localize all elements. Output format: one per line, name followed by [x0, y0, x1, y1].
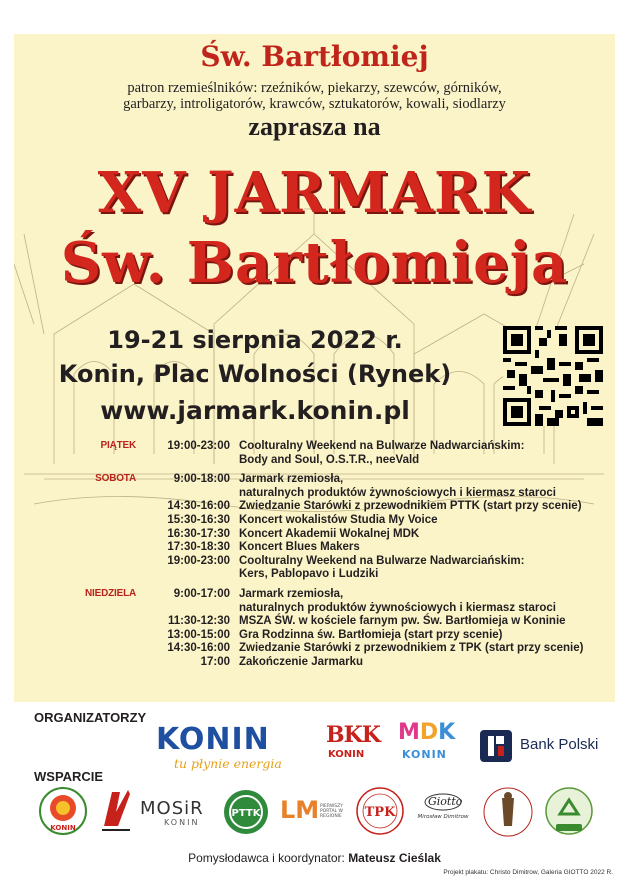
event-place: Konin, Plac Wolności (Rynek): [58, 360, 452, 388]
schedule-row: [82, 500, 582, 514]
event-title-line2: Św. Bartłomieja: [60, 230, 569, 296]
schedule-time: 15:30-16:30: [167, 513, 230, 526]
tpk-logo-icon: [355, 786, 405, 836]
bkk-logo-text: BKK: [326, 722, 380, 748]
support-label: WSPARCIE: [34, 769, 104, 784]
patron-description: [0, 80, 629, 112]
schedule-time: 19:00-23:00: [167, 554, 230, 567]
mzk-konin-logo-icon: [98, 786, 134, 832]
schedule-time: 17:00: [200, 655, 230, 668]
coordinator-credit: [0, 851, 629, 865]
program-schedule: [82, 440, 584, 670]
schedule-row: [82, 454, 562, 468]
schedule-row: [82, 440, 562, 454]
schedule-event: Zwiedzanie Starówki z przewodnikiem PTTK (start przy scenie): [239, 500, 582, 513]
patron-desc-line1: patron rzemieślników: rzeźników, piekarzy, szewców, górników,: [127, 80, 502, 96]
schedule-time: 14:30-16:00: [167, 642, 230, 655]
schedule-event: Coolturalny Weekend na Bulwarze Nadwarciańskim:: [239, 440, 525, 452]
konin-logo-slogan: tu płynie energia: [174, 756, 282, 771]
konin-city-logo: [156, 722, 306, 776]
schedule-event: Body and Soul, O.S.T.R., neeVald: [239, 453, 420, 466]
schedule-event: MSZA ŚW. w kościele farnym pw. Św. Bartłomieja w Koninie: [239, 615, 566, 628]
pko-bank-polski-logo: [478, 728, 608, 768]
pko-logo-text: Bank Polski: [520, 736, 599, 753]
schedule-row: [82, 487, 562, 501]
event-website[interactable]: www.jarmark.konin.pl: [100, 396, 410, 425]
coordinator-label: Pomysłodawca i koordynator:: [188, 851, 345, 865]
recycling-konin-logo-icon: [544, 786, 594, 836]
schedule-event: naturalnych produktów żywnościowych i kiermasz staroci: [239, 486, 556, 499]
pko-emblem-icon: [478, 728, 514, 764]
konin-logo-text: KONIN: [156, 722, 270, 757]
schedule-day: NIEDZIELA: [85, 587, 136, 599]
schedule-day: PIĄTEK: [100, 440, 136, 451]
schedule-time: 17:30-18:30: [167, 541, 230, 554]
lm-portal-logo: [280, 798, 346, 828]
mosir-logo-subtext: KONIN: [164, 818, 200, 827]
schedule-day: SOBOTA: [95, 473, 136, 485]
schedule-time: 14:30-16:00: [167, 500, 230, 513]
schedule-time: 11:30-12:30: [167, 615, 230, 628]
cech-rzemiosl-logo-icon: [482, 784, 534, 840]
schedule-row: [82, 588, 562, 602]
patron-desc-line2: garbarzy, introligatorów, krawców, sztukatorów, kowali, siodlarzy: [123, 96, 506, 112]
schedule-row: [82, 528, 562, 542]
schedule-event: naturalnych produktów żywnościowych i kiermasz staroci: [239, 601, 556, 614]
schedule-row: [82, 514, 562, 528]
schedule-row: [82, 629, 562, 643]
schedule-event: Jarmark rzemiosła,: [239, 473, 344, 486]
event-title-line1: XV JARMARK: [97, 160, 532, 226]
schedule-row: [82, 602, 562, 616]
giotto-logo-text: Giotto: [428, 795, 463, 808]
mdk-logo-subtext: KONIN: [402, 748, 447, 761]
schedule-row: [82, 555, 562, 569]
tpk-label: TPK: [364, 805, 396, 820]
schedule-time: 9:00-18:00: [173, 473, 230, 486]
schedule-event: Zakończenie Jarmarku: [239, 655, 364, 668]
coordinator-name: Mateusz Cieślak: [348, 851, 441, 865]
lm-logo-subtext: PIERWSZY PORTAL W REGIONIE: [320, 804, 343, 819]
bkk-logo: [326, 722, 378, 766]
schedule-row: [82, 541, 562, 555]
polsr-konin-label: KONIN: [50, 824, 76, 832]
mdk-logo: [398, 720, 458, 768]
schedule-row: [82, 615, 566, 629]
pttk-label: PTTK: [231, 808, 261, 819]
schedule-row: [82, 656, 562, 670]
schedule-event: Koncert Blues Makers: [239, 541, 360, 554]
schedule-event: Zwiedzanie Starówki z przewodnikiem z TPK (start przy scenie): [239, 642, 584, 655]
lm-logo-text: LM: [280, 796, 320, 824]
schedule-row: [82, 642, 584, 656]
event-date: 19-21 sierpnia 2022 r.: [107, 326, 403, 354]
schedule-time: 9:00-17:00: [173, 587, 230, 600]
schedule-time: 13:00-15:00: [167, 628, 230, 641]
schedule-time: 16:30-17:30: [167, 527, 230, 540]
giotto-gallery-logo: [412, 790, 474, 836]
schedule-row: [82, 473, 562, 487]
schedule-row: [82, 568, 562, 582]
schedule-time: 19:00-23:00: [167, 440, 230, 452]
invitation-text: zaprasza na: [248, 112, 381, 141]
bkk-logo-subtext: KONIN: [328, 749, 365, 760]
schedule-event: Kers, Pablopavo i Ludziki: [239, 568, 379, 581]
schedule-event: Coolturalny Weekend na Bulwarze Nadwarciańskim:: [239, 554, 525, 567]
schedule-event: Gra Rodzinna św. Bartłomieja (start przy scenie): [239, 628, 503, 641]
mosir-konin-logo: [140, 798, 214, 828]
polsr-konin-logo-icon: [38, 786, 88, 836]
mdk-logo-text: MDK: [398, 720, 456, 745]
design-credit: Projekt plakatu: Christo Dimitrow, Galeria GIOTTO 2022 R.: [443, 869, 613, 876]
schedule-event: Koncert wokalistów Studia My Voice: [239, 513, 438, 526]
giotto-logo-subtext: Mirosław Dimitrow: [417, 814, 469, 820]
organizers-label: ORGANIZATORZY: [34, 710, 147, 725]
schedule-event: Jarmark rzemiosła,: [239, 587, 344, 600]
mosir-logo-text: MOSiR: [140, 798, 204, 819]
schedule-event: Koncert Akademii Wokalnej MDK: [239, 527, 420, 540]
qr-code-icon[interactable]: [503, 326, 603, 426]
patron-name: Św. Bartłomiej: [200, 40, 429, 73]
pttk-logo-icon: [222, 788, 270, 836]
